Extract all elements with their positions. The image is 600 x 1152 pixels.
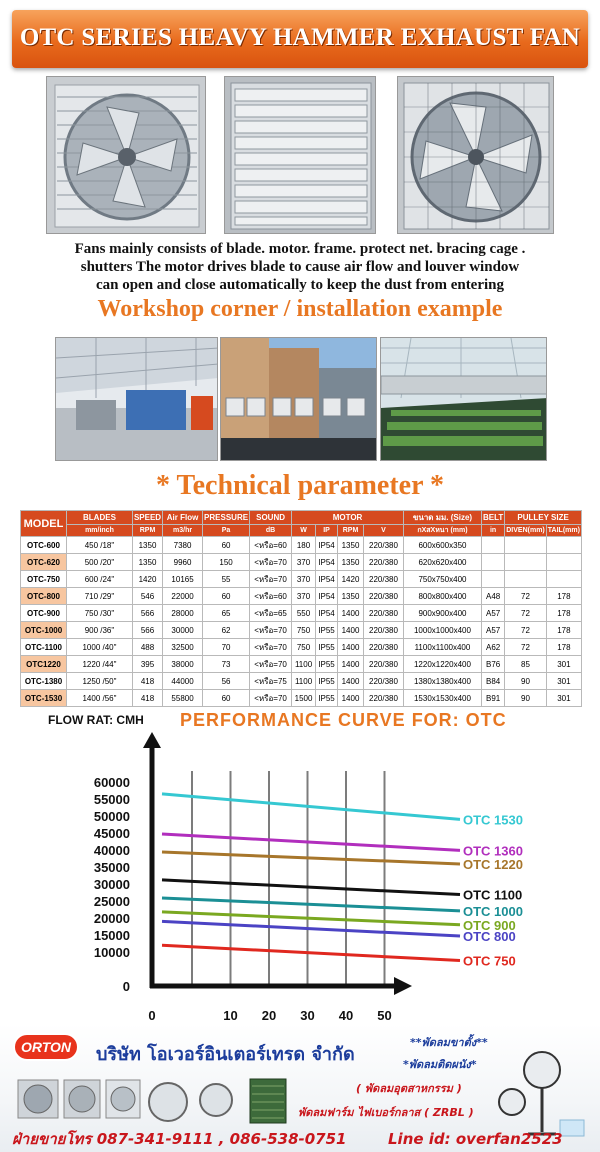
table-cell: 1400: [338, 622, 364, 639]
sub-header: Pa: [203, 525, 250, 537]
series-label: OTC 1530: [463, 812, 523, 828]
series-label: OTC 900: [463, 917, 516, 933]
table-cell: 90: [505, 690, 547, 707]
table-cell: IP55: [316, 673, 338, 690]
table-cell: 1420: [132, 571, 162, 588]
table-cell: 220/380: [364, 622, 404, 639]
table-cell: 418: [132, 673, 162, 690]
table-cell: IP55: [316, 656, 338, 673]
sales-phone: ฝ่ายขายโทร 087-341-9111 , 086-538-0751: [12, 1130, 347, 1148]
table-cell: 9960: [163, 554, 203, 571]
x-tick-label: 50: [377, 1008, 392, 1022]
table-cell: 600x600x350: [403, 537, 481, 554]
col-header-pulley: PULLEY SIZE: [505, 511, 582, 525]
x-tick-label: 10: [223, 1008, 238, 1022]
sub-header: RPM: [132, 525, 162, 537]
table-cell: 566: [132, 605, 162, 622]
table-row: [21, 537, 582, 554]
table-cell: 55800: [163, 690, 203, 707]
table-cell: 900 /36": [66, 622, 132, 639]
tag-farm-fan: พัดลมฟาร์ม ไฟเบอร์กลาส ( ZRBL ): [298, 1106, 474, 1119]
table-cell: 370: [292, 554, 316, 571]
table-cell: 220/380: [364, 673, 404, 690]
table-cell: 220/380: [364, 554, 404, 571]
table-cell: B91: [481, 690, 504, 707]
table-cell: 750x750x400: [403, 571, 481, 588]
title-banner: [12, 10, 588, 68]
performance-curve-chart: [0, 700, 600, 1022]
table-cell: 22000: [163, 588, 203, 605]
table-cell: 1250 /50": [66, 673, 132, 690]
y-axis-label: FLOW RAT: CMH: [48, 713, 144, 727]
model-cell: OTC-750: [21, 571, 67, 588]
col-header-model: MODEL: [21, 511, 67, 537]
table-cell: 395: [132, 656, 162, 673]
table-cell: 1350: [132, 554, 162, 571]
table-row: [21, 673, 582, 690]
series-label: OTC 1220: [463, 856, 523, 872]
table-cell: 55: [203, 571, 250, 588]
table-cell: 900x900x400: [403, 605, 481, 622]
sub-header: TAIL(mm): [546, 525, 581, 537]
model-cell: OTC-620: [21, 554, 67, 571]
col-header-sound: SOUND: [250, 511, 292, 525]
table-cell: 1220 /44": [66, 656, 132, 673]
table-cell: IP54: [316, 605, 338, 622]
product-thumbnails: [18, 1079, 286, 1123]
y-tick-label: 10000: [93, 945, 130, 960]
table-cell: <หรือ=70: [250, 656, 292, 673]
table-cell: 1400: [338, 605, 364, 622]
y-tick-label: 45000: [93, 826, 130, 841]
col-header-blades: BLADES: [66, 511, 132, 525]
table-cell: 1400: [338, 639, 364, 656]
workshop-photo-factory: [55, 337, 218, 461]
table-cell: 500 /20": [66, 554, 132, 571]
table-cell: <หรือ=70: [250, 571, 292, 588]
table-row: [21, 656, 582, 673]
table-cell: 220/380: [364, 571, 404, 588]
model-cell: OTC-1380: [21, 673, 67, 690]
table-cell: [481, 537, 504, 554]
table-cell: 178: [546, 622, 581, 639]
table-cell: 1350: [338, 537, 364, 554]
table-cell: IP54: [316, 588, 338, 605]
table-row: [21, 639, 582, 656]
table-cell: 73: [203, 656, 250, 673]
table-cell: 220/380: [364, 605, 404, 622]
series-line: [162, 852, 460, 864]
series-line: [162, 945, 460, 960]
table-cell: 1400: [338, 673, 364, 690]
product-description: Fans mainly consists of blade. motor. frame. protect net. bracing cage . shutters The motor drives blade to cause air flow and louver window can open and close automatically to keep the dust from entering: [74, 241, 526, 293]
table-cell: [546, 537, 581, 554]
table-cell: <หรือ=65: [250, 605, 292, 622]
model-cell: OTC-1000: [21, 622, 67, 639]
series-label: OTC 1360: [463, 843, 523, 859]
table-cell: 600 /24": [66, 571, 132, 588]
table-cell: [481, 571, 504, 588]
table-cell: 450 /18": [66, 537, 132, 554]
table-cell: [546, 571, 581, 588]
table-cell: A62: [481, 639, 504, 656]
table-cell: IP54: [316, 537, 338, 554]
table-cell: 10165: [163, 571, 203, 588]
col-header-motor: MOTOR: [292, 511, 404, 525]
table-cell: 65: [203, 605, 250, 622]
table-cell: 1380x1380x400: [403, 673, 481, 690]
table-cell: 220/380: [364, 656, 404, 673]
table-cell: 301: [546, 673, 581, 690]
table-row: [21, 571, 582, 588]
table-cell: <หรือ=75: [250, 673, 292, 690]
table-cell: 28000: [163, 605, 203, 622]
product-photo-fan-shutter: [224, 76, 376, 234]
y-tick-label: 60000: [93, 775, 130, 790]
table-cell: 44000: [163, 673, 203, 690]
series-line: [162, 880, 460, 895]
table-cell: IP54: [316, 554, 338, 571]
table-cell: A48: [481, 588, 504, 605]
table-cell: [481, 554, 504, 571]
model-cell: OTC-800: [21, 588, 67, 605]
table-cell: 72: [505, 605, 547, 622]
y-tick-label: 35000: [93, 860, 130, 875]
stand-fan-illustration: [499, 1052, 584, 1136]
sub-header: W: [292, 525, 316, 537]
table-cell: 301: [546, 690, 581, 707]
model-cell: OTC-1100: [21, 639, 67, 656]
footer-advert: [0, 1024, 600, 1152]
table-cell: A57: [481, 622, 504, 639]
table-cell: 370: [292, 571, 316, 588]
table-cell: 1100x1100x400: [403, 639, 481, 656]
y-tick-label: 15000: [93, 928, 130, 943]
table-cell: 750: [292, 622, 316, 639]
sub-header: in: [481, 525, 504, 537]
table-cell: 1400 /56": [66, 690, 132, 707]
table-cell: IP55: [316, 622, 338, 639]
sub-header: กXสXหนา (mm): [403, 525, 481, 537]
table-cell: <หรือ=70: [250, 554, 292, 571]
x-tick-label: 0: [148, 1008, 156, 1022]
y-axis-arrow: [143, 732, 161, 748]
y-tick-label: 20000: [93, 911, 130, 926]
table-cell: 70: [203, 639, 250, 656]
tag-wall-fan: *พัดลมติดผนัง*: [403, 1058, 477, 1071]
series-line: [162, 834, 460, 850]
table-cell: IP54: [316, 571, 338, 588]
table-cell: 750: [292, 639, 316, 656]
table-cell: 1000 /40": [66, 639, 132, 656]
table-cell: 220/380: [364, 537, 404, 554]
chart-title: PERFORMANCE CURVE FOR: OTC: [180, 710, 507, 730]
table-row: [21, 588, 582, 605]
table-cell: 550: [292, 605, 316, 622]
series-label: OTC 1100: [463, 887, 523, 903]
table-cell: 72: [505, 622, 547, 639]
model-cell: OTC-1530: [21, 690, 67, 707]
table-cell: 220/380: [364, 690, 404, 707]
col-header-belt: BELT: [481, 511, 504, 525]
table-cell: 38000: [163, 656, 203, 673]
col-header-pressure: PRESSURE: [203, 511, 250, 525]
table-cell: 60: [203, 588, 250, 605]
table-cell: 7380: [163, 537, 203, 554]
series-label: OTC 750: [463, 953, 516, 969]
table-cell: B84: [481, 673, 504, 690]
model-cell: OTC1220: [21, 656, 67, 673]
y-tick-label: 50000: [93, 809, 130, 824]
col-header-speed: SPEED: [132, 511, 162, 525]
sub-header: DIVEN(mm): [505, 525, 547, 537]
table-cell: 178: [546, 605, 581, 622]
table-cell: 178: [546, 639, 581, 656]
table-cell: <หรือ=70: [250, 639, 292, 656]
table-row: [21, 605, 582, 622]
table-cell: 370: [292, 588, 316, 605]
table-cell: 32500: [163, 639, 203, 656]
table-cell: 85: [505, 656, 547, 673]
table-cell: 1100: [292, 673, 316, 690]
table-cell: 56: [203, 673, 250, 690]
product-photo-fan-front: [46, 76, 206, 234]
table-cell: 710 /29": [66, 588, 132, 605]
y-tick-label: 30000: [93, 877, 130, 892]
table-cell: 488: [132, 639, 162, 656]
table-cell: 30000: [163, 622, 203, 639]
table-cell: 220/380: [364, 588, 404, 605]
table-cell: 620x620x400: [403, 554, 481, 571]
table-cell: 301: [546, 656, 581, 673]
workshop-photo-building: [220, 337, 377, 461]
table-cell: 1500: [292, 690, 316, 707]
table-cell: IP55: [316, 690, 338, 707]
col-header-airflow: Air Flow: [163, 511, 203, 525]
line-id: Line id: overfan2523: [388, 1130, 563, 1148]
table-cell: 546: [132, 588, 162, 605]
table-cell: 800x800x400: [403, 588, 481, 605]
table-cell: 180: [292, 537, 316, 554]
tag-stand-fan: **พัดลมขาตั้ง**: [410, 1036, 488, 1049]
table-cell: 1100: [292, 656, 316, 673]
sub-header: dB: [250, 525, 292, 537]
table-cell: <หรือ=60: [250, 537, 292, 554]
series-line: [162, 898, 460, 911]
y-tick-label: 55000: [93, 792, 130, 807]
table-cell: 72: [505, 588, 547, 605]
table-cell: A57: [481, 605, 504, 622]
series-line: [162, 794, 460, 820]
table-cell: 1400: [338, 656, 364, 673]
y-tick-label: 25000: [93, 894, 130, 909]
sub-header: mm/inch: [66, 525, 132, 537]
col-header-size: ขนาด มม. (Size): [403, 511, 481, 525]
technical-parameter-table: [20, 510, 582, 707]
y-tick-label: 40000: [93, 843, 130, 858]
x-tick-label: 30: [300, 1008, 315, 1022]
table-cell: IP55: [316, 639, 338, 656]
sub-header: RPM: [338, 525, 364, 537]
table-cell: 90: [505, 673, 547, 690]
table-cell: 178: [546, 588, 581, 605]
table-cell: 1000x1000x400: [403, 622, 481, 639]
page-title: OTC SERIES HEAVY HAMMER EXHAUST FAN: [19, 24, 581, 51]
table-cell: 1350: [132, 537, 162, 554]
series-label: OTC 1000: [463, 903, 523, 919]
tag-industrial-fan: ( พัดลมอุตสาหกรรม ): [356, 1082, 462, 1095]
table-cell: 60: [203, 537, 250, 554]
table-cell: 1350: [338, 554, 364, 571]
x-axis-arrow: [394, 977, 412, 995]
technical-parameter-title: * Technical parameter *: [155, 470, 444, 501]
table-cell: B76: [481, 656, 504, 673]
company-name: บริษัท โอเวอร์อินเตอร์เทรด จำกัด: [96, 1044, 355, 1065]
table-cell: 1420: [338, 571, 364, 588]
x-tick-label: 40: [338, 1008, 354, 1022]
brand-text: ORTON: [20, 1039, 72, 1055]
model-cell: OTC-600: [21, 537, 67, 554]
table-cell: 60: [203, 690, 250, 707]
y-tick-label: 0: [122, 979, 130, 994]
model-cell: OTC-900: [21, 605, 67, 622]
table-cell: 750 /30": [66, 605, 132, 622]
workshop-photo-greenhouse: [380, 337, 547, 461]
table-cell: 62: [203, 622, 250, 639]
table-cell: 72: [505, 639, 547, 656]
table-cell: 1530x1530x400: [403, 690, 481, 707]
table-cell: [505, 554, 547, 571]
table-cell: 1350: [338, 588, 364, 605]
sub-header: IP: [316, 525, 338, 537]
table-cell: [546, 554, 581, 571]
series-label: OTC 800: [463, 929, 516, 945]
table-cell: [505, 537, 547, 554]
table-cell: 1400: [338, 690, 364, 707]
sub-header: V: [364, 525, 404, 537]
table-cell: <หรือ=70: [250, 690, 292, 707]
x-tick-label: 20: [261, 1008, 277, 1022]
table-cell: 1220x1220x400: [403, 656, 481, 673]
product-photo-fan-back: [397, 76, 554, 234]
table-cell: 566: [132, 622, 162, 639]
table-row: [21, 622, 582, 639]
workshop-section-title: Workshop corner / installation example: [97, 296, 503, 322]
table-cell: <หรือ=60: [250, 588, 292, 605]
table-cell: 150: [203, 554, 250, 571]
table-cell: <หรือ=70: [250, 622, 292, 639]
table-cell: 220/380: [364, 639, 404, 656]
table-cell: 418: [132, 690, 162, 707]
table-cell: [505, 571, 547, 588]
sub-header: m3/hr: [163, 525, 203, 537]
table-row: [21, 554, 582, 571]
